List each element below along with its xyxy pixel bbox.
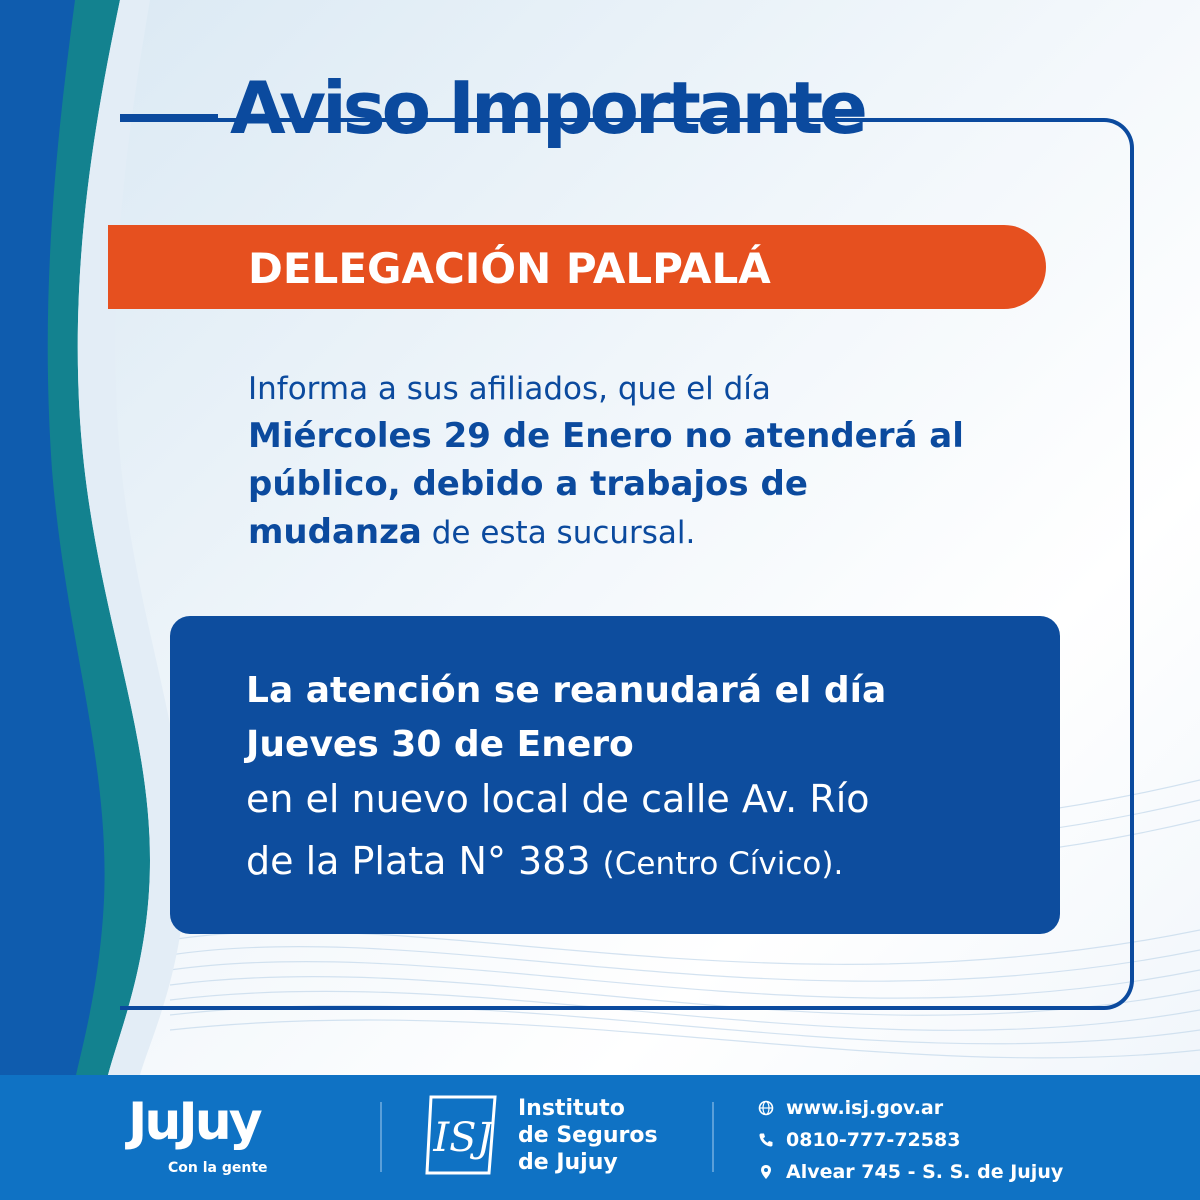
- institute-line3: de Jujuy: [518, 1150, 618, 1175]
- frame-line-left: [120, 114, 218, 118]
- notice-bold-line1: Miércoles 29 de Enero no atenderá al: [248, 416, 964, 456]
- phone-icon: [758, 1132, 774, 1148]
- contact-address[interactable]: [758, 1156, 1063, 1188]
- institute-line2: de Seguros: [518, 1123, 658, 1148]
- footer-divider: [712, 1102, 714, 1172]
- resume-line4-small: (Centro Cívico).: [602, 846, 844, 882]
- institute-name: [518, 1095, 658, 1176]
- isj-seal-text: ISJ: [433, 1115, 493, 1161]
- notice-bold-line2: público, debido a trabajos de: [248, 464, 808, 504]
- isj-seal-logo: [425, 1093, 501, 1177]
- website-text: www.isj.gov.ar: [786, 1097, 944, 1119]
- institute-line1: Instituto: [518, 1096, 625, 1121]
- contact-phone[interactable]: [758, 1124, 1063, 1156]
- delegation-label: DELEGACIÓN PALPALÁ: [248, 244, 771, 293]
- notice-bold-word: mudanza: [248, 512, 422, 552]
- resume-text: [246, 664, 1046, 896]
- notice-intro: Informa a sus afiliados, que el día: [248, 371, 771, 407]
- resume-line4: de la Plata N° 383: [246, 839, 603, 883]
- resume-bold-line1: La atención se reanudará el día: [246, 670, 887, 711]
- jujuy-tagline: Con la gente: [168, 1160, 268, 1176]
- globe-icon: [758, 1100, 774, 1116]
- resume-line3: en el nuevo local de calle Av. Río: [246, 777, 870, 821]
- phone-text: 0810-777-72583: [786, 1129, 961, 1151]
- notice-text: [248, 366, 1078, 557]
- notice-tail: de esta sucursal.: [421, 515, 696, 551]
- jujuy-logo: JuJuy: [128, 1092, 260, 1152]
- contact-website[interactable]: [758, 1092, 1063, 1124]
- address-text: Alvear 745 - S. S. de Jujuy: [786, 1161, 1064, 1183]
- location-pin-icon: [758, 1164, 774, 1180]
- footer-divider: [380, 1102, 382, 1172]
- contact-list: [758, 1092, 1063, 1188]
- page-title: Aviso Importante: [230, 66, 864, 150]
- resume-bold-line2: Jueves 30 de Enero: [246, 724, 634, 765]
